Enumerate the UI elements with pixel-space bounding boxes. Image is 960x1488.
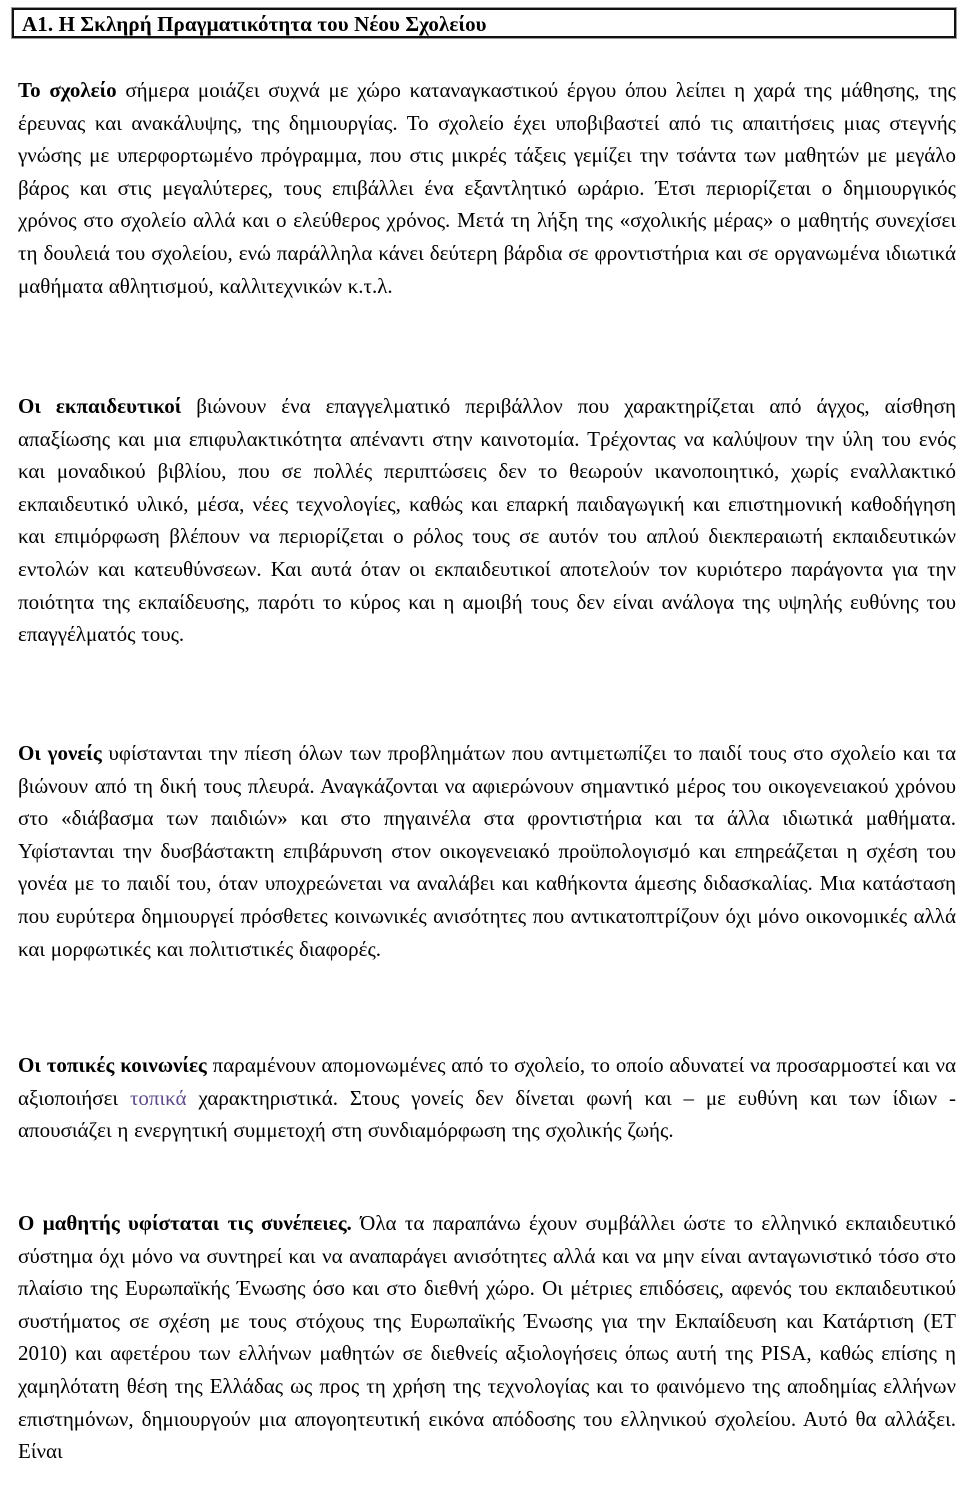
paragraph-school-text: σήμερα μοιάζει συχνά με χώρο καταναγκαστικού έργου όπου λείπει η χαρά της μάθησης, της έρευνας και ανακάλυψης, της δημιουργίας. Το σχολείο έχει υποβιβαστεί από τις απαιτήσεις μιας στεγνής γνώσης με υπερφορτωμένο πρόγραμμα, που στις μικρές τάξεις γεμίζει την τσάντα των μαθητών με μεγάλο βάρος και στις μεγαλύτερες, τους επιβάλλει ένα εξαντλητικό ωράριο. Έτσι περιορίζεται ο δημιουργικός χρόνος στο σχολείο αλλά και ο ελεύθερος χρόνος. Μετά τη λήξη της «σχολικής μέρας» ο μαθητής συνεχίσει τη δουλειά του σχολείου, ενώ παράλληλα κάνει δεύτερη βάρδια σε φροντιστήρια και σε οργανωμένα ιδιωτικά μαθήματα αθλητισμού, καλλιτεχνικών κ.τ.λ. <box>18 78 956 298</box>
paragraph-local-communities-lead: Οι τοπικές κοινωνίες <box>18 1053 207 1077</box>
paragraph-parents-text: υφίστανται την πίεση όλων των προβλημάτων που αντιμετωπίζει το παιδί τους στο σχολείο και τα βιώνουν από τη δική τους πλευρά. Αναγκάζονται να αφιερώνουν σημαντικό μέρος του οικογενειακού χρόνου στο «διάβασμα των παιδιών» και στο πηγαινέλα στα φροντιστήρια και τα άλλα ιδιωτικά μαθήματα. Υφίστανται την δυσβάστακτη επιβάρυνση στον οικογενειακό προϋπολογισμό και επηρεάζεται η σχέση του γονέα με το παιδί του, όταν υποχρεώνεται να αναλάβει και καθήκοντα άμεσης διδασκαλίας. Μια κατάσταση που ευρύτερα δημιουργεί πρόσθετες κοινωνικές ανισότητες που αντικατοπτρίζουν όχι μόνο οικονομικές αλλά και μορφωτικές και πολιτιστικές διαφορές. <box>18 741 956 961</box>
paragraph-school-lead: Το σχολείο <box>18 78 117 102</box>
paragraph-teachers-text: βιώνουν ένα επαγγελματικό περιβάλλον που χαρακτηρίζεται από άγχος, αίσθηση απαξίωσης και μια επιφυλακτικότητα απέναντι στην καινοτομία. Τρέχοντας να καλύψουν την ύλη του ενός και μοναδικού βιβλίου, που σε πολλές περιπτώσεις δεν το θεωρούν ικανοποιητικό, χωρίς εναλλακτικό εκπαιδευτικό υλικό, μέσα, νέες τεχνολογίες, καθώς και επαρκή παιδαγωγική και επιστημονική καθοδήγηση και επιμόρφωση βλέπουν να περιορίζεται ο ρόλος τους σε αυτόν του απλού διεκπεραιωτή εκπαιδευτικών εντολών και κατευθύνσεων. Και αυτά όταν οι εκπαιδευτικοί αποτελούν τον κυριότερο παράγοντα για την ποιότητα της εκπαίδευσης, παρότι το κύρος και η αμοιβή τους δεν είναι ανάλογα της υψηλής ευθύνης του επαγγέλματός τους. <box>18 394 956 647</box>
paragraph-local-communities <box>18 1049 956 1147</box>
paragraph-parents <box>18 737 956 965</box>
section-title: Α1. Η Σκληρή Πραγματικότητα του Νέου Σχολείου <box>22 12 487 36</box>
section-title-box <box>12 8 956 38</box>
paragraph-student-lead: Ο μαθητής υφίσταται τις συνέπειες. <box>18 1211 352 1235</box>
paragraph-parents-lead: Οι γονείς <box>18 741 102 765</box>
paragraph-teachers <box>18 390 956 651</box>
paragraph-student-text: Όλα τα παραπάνω έχουν συμβάλλει ώστε το ελληνικό εκπαιδευτικό σύστημα όχι μόνο να συντηρεί και να αναπαράγει ανισότητες αλλά και να μην είναι ανταγωνιστικό τόσο στο πλαίσιο της Ευρωπαϊκής Ένωσης όσο και στο διεθνή χώρο. Οι μέτριες επιδόσεις, αφενός του εκπαιδευτικού συστήματος σε σχέση με τους στόχους της Ευρωπαϊκής Ένωσης για την Εκπαίδευση και Κατάρτιση (ΕΤ 2010) και αφετέρου των ελλήνων μαθητών σε διεθνείς αξιολογήσεις όπως αυτή της PISA, καθώς επίσης η χαμηλότατη θέση της Ελλάδας ως προς τη χρήση της τεχνολογίας και το φαινόμενο της αποδημίας ελλήνων επιστημόνων, δημιουργούν μια απογοητευτική εικόνα απόδοσης του ελληνικού σχολείου. Αυτό θα αλλάξει. Είναι <box>18 1211 956 1464</box>
highlighted-word: τοπικά <box>129 1085 187 1110</box>
paragraph-local-communities-text-after: χαρακτηριστικά. Στους γονείς δεν δίνεται φωνή και – με ευθύνη και των ίδιων - απουσιάζει η ενεργητική συμμετοχή στη συνδιαμόρφωση της σχολικής ζωής. <box>18 1085 956 1143</box>
paragraph-student <box>18 1207 956 1468</box>
paragraph-school <box>18 74 956 302</box>
paragraph-teachers-lead: Οι εκπαιδευτικοί <box>18 394 182 418</box>
paragraph-local-communities-text-before: παραμένουν απομονωμένες από το σχολείο, το οποίο αδυνατεί να προσαρμοστεί και να αξιοποιήσει <box>18 1053 956 1110</box>
